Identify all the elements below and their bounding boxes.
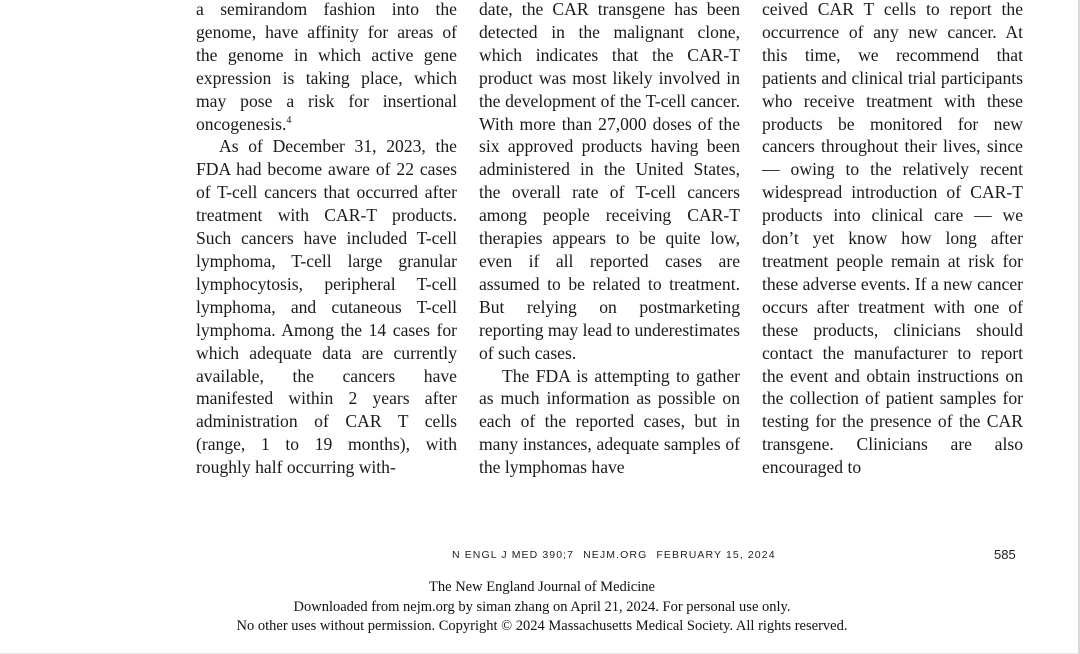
journal-name: The New England Journal of Medicine xyxy=(429,579,655,595)
issue-date: FEBRUARY 15, 2024 xyxy=(656,549,776,561)
journal-site: NEJM.ORG xyxy=(583,549,648,561)
running-footer xyxy=(452,549,785,561)
column-2 xyxy=(479,0,740,479)
column-1 xyxy=(196,0,457,479)
column-2-paragraph-1: date, the CAR transgene has been detected in the malignant clone, which indicates that the CAR-T product was most likely involved in the development of the T-cell cancer. With more than 27,000 doses of the six approved products having been administered in the United States, the overall rate of T-cell cancers among people receiving CAR-T therapies appears to be quite low, even if all reported cases are assumed to be related to treatment. But relying on postmarketing reporting may lead to underestimates of such cases. xyxy=(479,0,740,363)
page-number: 585 xyxy=(994,547,1016,562)
column-3 xyxy=(762,0,1023,479)
download-line: Downloaded from nejm.org by siman zhang on April 21, 2024. For personal use only. xyxy=(293,598,791,615)
column-3-paragraph-1: ceived CAR T cells to report the occurrence of any new cancer. At this time, we recommend that patients and clinical trial participants who receive treatment with these products be monitored for new cancers throughout their lives, since — owing to the relatively recent widespread introduction of CAR-T products into clinical care — we don’t yet know how long after treatment people remain at risk for these adverse events. If a new cancer occurs after treatment with one of these products, clinicians should contact the manufacturer to report the event and obtain instructions on the collection of patient samples for testing for the presence of the CAR transgene. Clinicians are also encouraged to xyxy=(762,0,1023,478)
column-2-paragraph-2: The FDA is attempting to gather as much information as possible on each of the reported cases, but in many instances, adequate samples of the lymphomas have xyxy=(479,365,740,478)
reference-superscript[interactable]: 4 xyxy=(286,114,292,126)
download-notice xyxy=(0,578,1080,637)
journal-citation: N ENGL J MED 390;7 xyxy=(452,549,575,561)
article-body xyxy=(196,0,1023,479)
column-1-paragraph-2: As of December 31, 2023, the FDA had become aware of 22 cases of T-cell cancers that occurred after treatment with CAR-T products. Such cancers have included T-cell lymphoma, T-cell large granular lymphocytosis, peripheral T-cell lymphoma, and cutaneous T-cell lymphoma. Among the 14 cases for which adequate data are currently available, the cancers have manifested within 2 years after administration of CAR T cells (range, 1 to 19 months), with roughly half occurring with- xyxy=(196,136,457,478)
column-1-paragraph-1: a semirandom fashion into the genome, have affinity for areas of the genome in which active gene expression is taking place, which may pose a risk for insertional oncogenesis.$^4$ xyxy=(196,0,457,134)
copyright-line: No other uses without permission. Copyright © 2024 Massachusetts Medical Society. All rights reserved. xyxy=(236,618,848,634)
